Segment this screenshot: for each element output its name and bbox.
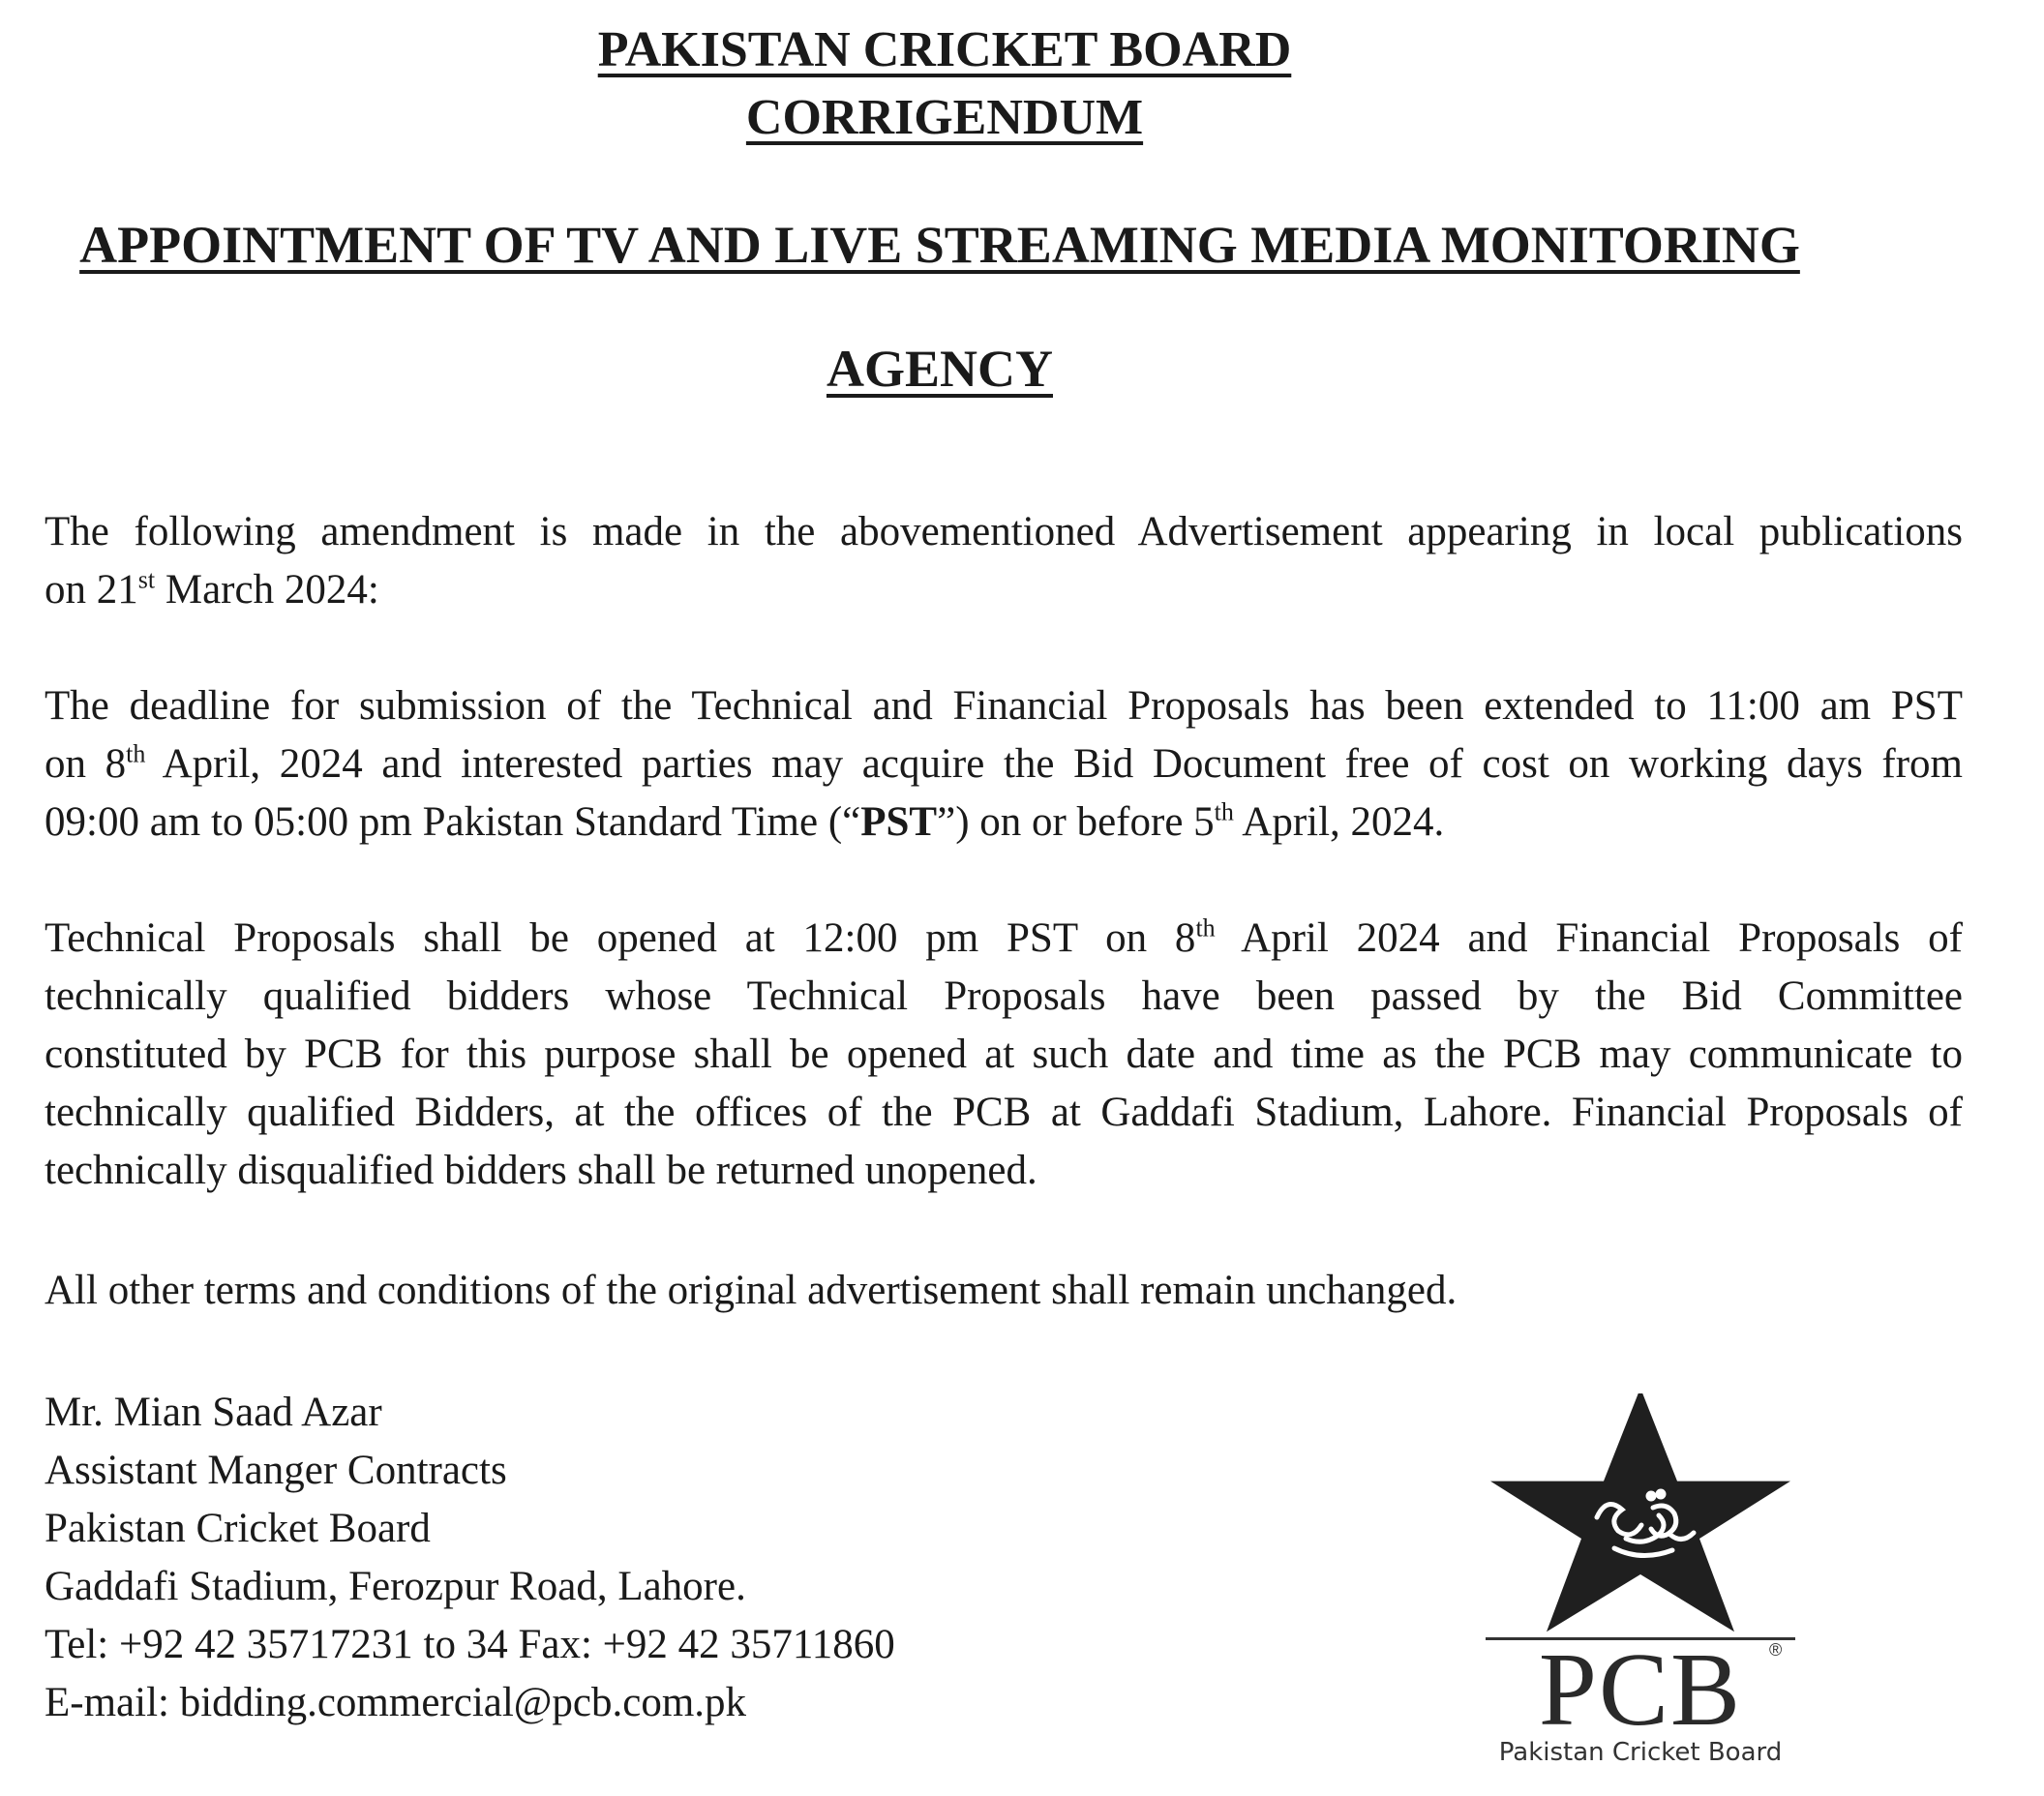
text-run: April, 2024 and interested parties may acquire the Bid Document free of cost on working days from: [145, 741, 1964, 787]
signatory-phone-fax: Tel: +92 42 35717231 to 34 Fax: +92 42 35711860: [45, 1622, 895, 1667]
ordinal-suffix: th: [1214, 797, 1234, 826]
pst-abbreviation: PST: [860, 799, 938, 845]
signatory-name: Mr. Mian Saad Azar: [45, 1390, 382, 1435]
paragraph-line: technically qualified bidders whose Technical Proposals have been passed by the Bid Committee: [45, 973, 1963, 1019]
text-run: ”) on or before 5: [937, 799, 1215, 845]
pcb-logo: [1481, 1393, 1800, 1767]
terms-unchanged-paragraph: [45, 1262, 1963, 1320]
signatory-email: E-mail: bidding.commercial@pcb.com.pk: [45, 1680, 747, 1725]
organization-heading: PAKISTAN CRICKET BOARD: [597, 22, 1292, 77]
text-run: March 2024:: [155, 567, 379, 613]
text-run: The following amendment is made in the abovementioned Advertisement appearing in local publications: [45, 509, 1963, 554]
deadline-paragraph: [45, 677, 1963, 852]
paragraph-line: All other terms and conditions of the original advertisement shall remain unchanged.: [45, 1268, 1458, 1313]
opening-paragraph: [45, 910, 1963, 1200]
paragraph-line: technically disqualified bidders shall be returned unopened.: [45, 1148, 1037, 1193]
text-run: April, 2024.: [1233, 799, 1445, 845]
pcb-wordmark: PCB: [1538, 1632, 1743, 1748]
registered-mark: ®: [1769, 1640, 1783, 1660]
signatory-address: Gaddafi Stadium, Ferozpur Road, Lahore.: [45, 1564, 746, 1609]
notice-title-line-2: AGENCY: [826, 340, 1053, 398]
text-run: The deadline for submission of the Technical and Financial Proposals has been extended to 11:00 am PST: [45, 683, 1963, 729]
ordinal-suffix: th: [126, 739, 146, 768]
star-emblem-icon: [1481, 1393, 1800, 1635]
signature-block: [45, 1384, 895, 1732]
paragraph-line: [45, 793, 1963, 852]
text-run: Technical Proposals shall be opened at 12:00 pm PST on 8: [45, 915, 1196, 961]
text-run: on 8: [45, 741, 127, 787]
paragraph-line: [45, 677, 1963, 735]
text-run: on 21: [45, 567, 138, 613]
text-run: 09:00 am to 05:00 pm Pakistan Standard Time (“: [45, 799, 861, 845]
paragraph-line: technically qualified Bidders, at the offices of the PCB at Gaddafi Stadium, Lahore. Financial Proposals of: [45, 1090, 1963, 1135]
ordinal-suffix: th: [1195, 913, 1216, 943]
amendment-intro-paragraph: [45, 503, 1963, 619]
paragraph-line: [45, 503, 1963, 561]
text-run: April 2024 and Financial Proposals of: [1215, 915, 1964, 961]
paragraph-line: [45, 910, 1963, 968]
signatory-designation: Assistant Manger Contracts: [45, 1448, 507, 1493]
signatory-organization: Pakistan Cricket Board: [45, 1506, 431, 1551]
corrigendum-heading: CORRIGENDUM: [745, 90, 1144, 145]
star-shape: [1490, 1393, 1790, 1631]
paragraph-line: constituted by PCB for this purpose shall be opened at such date and time as the PCB may communicate to: [45, 1032, 1963, 1077]
ordinal-suffix: st: [137, 565, 156, 594]
paragraph-line: [45, 735, 1963, 793]
notice-title-line-1: APPOINTMENT OF TV AND LIVE STREAMING MEDIA MONITORING: [79, 216, 1800, 274]
pcb-tagline: Pakistan Cricket Board: [1498, 1738, 1783, 1767]
paragraph-line: [45, 561, 1963, 619]
